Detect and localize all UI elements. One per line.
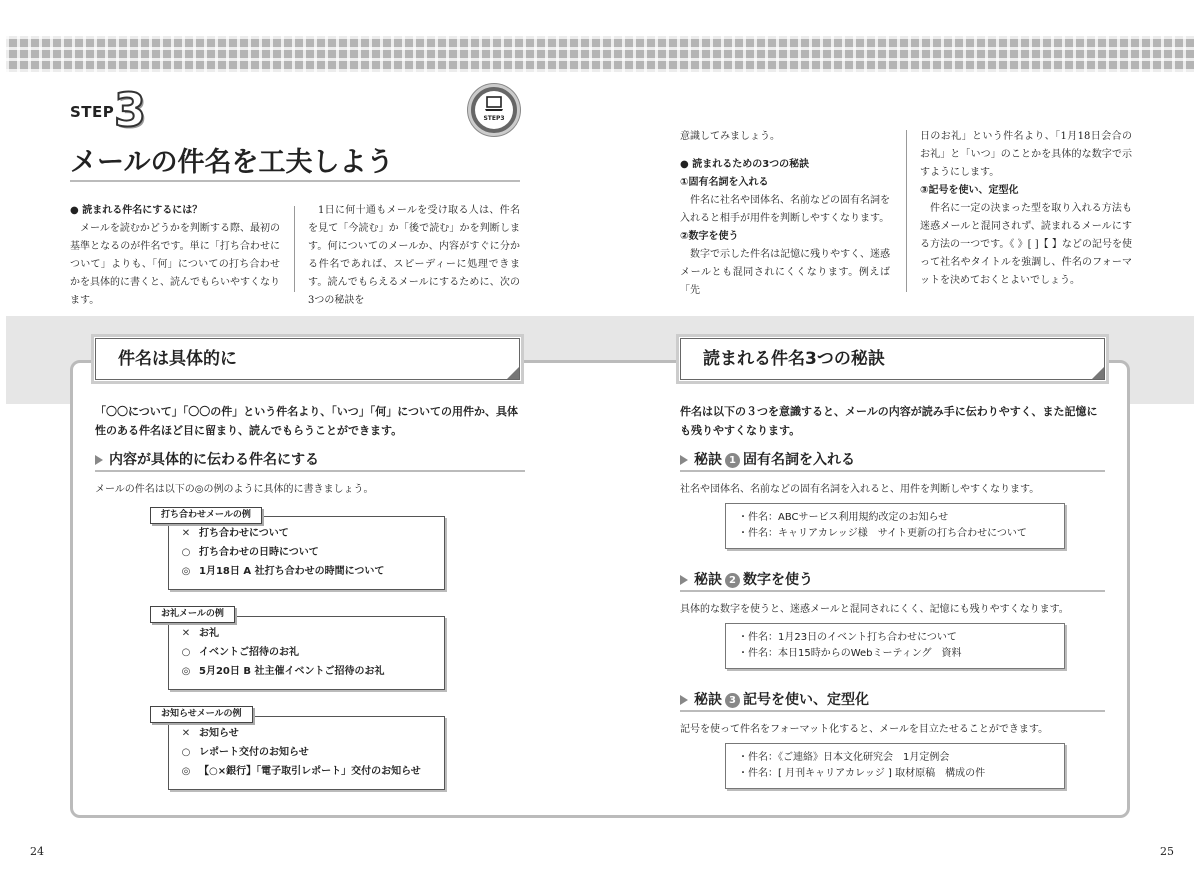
number-badge: 2 — [725, 573, 740, 588]
right-panel-title: 読まれる件名3つの秘訣 — [680, 338, 1105, 380]
example-line — [179, 663, 384, 681]
intro-column-4 — [920, 128, 1132, 290]
secret-3-heading — [680, 690, 1105, 712]
laptop-icon — [484, 96, 504, 112]
secret-prefix: 秘訣 — [694, 452, 722, 468]
example-line — [179, 625, 219, 643]
example-tag: 打ち合わせメールの例 — [150, 507, 262, 524]
secret-title: 数字を使う — [743, 572, 813, 588]
intro-text: 数字で示した件名は記憶に残りやすく、迷惑メールとも混同されにくくなります。例えば「先 — [680, 249, 890, 296]
page-title: メールの件名を工夫しよう — [70, 147, 394, 178]
secret-3-examples — [725, 743, 1065, 789]
example-text: イベントご招待のお礼 — [199, 647, 299, 658]
double-circle-mark: ◎ — [181, 766, 191, 777]
example-subject: ・件名：本日15時からのWebミーティング 資料 — [738, 648, 962, 659]
intro-text: メールを読むかどうかを判断する際、最初の基準となるのが件名です。単に「打ち合わせについて」よりも、「何」についての打ち合わせかを具体的に書くと、読んでもらいやすくなります。 — [70, 223, 280, 306]
secret-3-text: 記号を使って件名をフォーマット化すると、メールを目立たせることができます。 — [680, 724, 1049, 735]
right-panel-lead: 件名は以下の３つを意識すると、メールの内容が読み手に伝わりやすく、また記憶にも残りやすくなります。 — [680, 405, 1098, 437]
left-subheading: 内容が具体的に伝わる件名にする — [95, 450, 525, 472]
secret-title: 記号を使い、定型化 — [743, 692, 869, 708]
example-text: 【○×銀行】「電子取引レポート」交付のお知らせ — [199, 766, 421, 777]
column-divider — [906, 130, 907, 292]
title-rule — [70, 180, 520, 182]
intro-text: 件名に一定の決まった型を取り入れる方法も迷惑メールと混同されず、読まれるメールにする方法の一つです。《 》[ ]【 】などの記号を使って社名やタイトルを強調し、件名のフォーマットを決めておくとよいでしょう。 — [920, 203, 1132, 286]
left-subtext: メールの件名は以下の◎の例のように具体的に書きましょう。 — [95, 484, 374, 495]
intro-text: 1日に何十通もメールを受け取る人は、件名を見て「今読む」か「後で読む」かを判断します。何についてのメールか、内容がすぐに分かる件名であれば、スピーディーに処理できます。読んでもらえるメールにするために、次の3つの秘訣を — [308, 205, 520, 306]
example-subject: ・件名：1月23日のイベント打ち合わせについて — [738, 632, 957, 643]
example-text: 打ち合わせについて — [199, 528, 289, 539]
circle-mark: ○ — [181, 547, 191, 558]
secret-1-examples — [725, 503, 1065, 549]
secret-title: 固有名詞を入れる — [743, 452, 855, 468]
intro-column-1 — [70, 202, 280, 310]
example-line — [179, 725, 239, 743]
example-text: 打ち合わせの日時について — [199, 547, 319, 558]
secret-prefix: 秘訣 — [694, 692, 722, 708]
secret-heading: ①固有名詞を入れる — [680, 177, 769, 188]
cross-mark: ✕ — [181, 528, 191, 539]
number-badge: 1 — [725, 453, 740, 468]
example-subject: ・件名：ABCサービス利用規約改定のお知らせ — [738, 512, 949, 523]
example-text: 1月18日 A 社打ち合わせの時間について — [199, 566, 385, 577]
secret-prefix: 秘訣 — [694, 572, 722, 588]
secret-2-text: 具体的な数字を使うと、迷惑メールと混同されにくく、記憶にも残りやすくなります。 — [680, 604, 1069, 615]
example-text: お礼 — [199, 628, 219, 639]
example-line — [179, 544, 319, 562]
left-panel-title: 件名は具体的に — [95, 338, 520, 380]
secret-1-heading — [680, 450, 1105, 472]
example-line — [179, 525, 289, 543]
cross-mark: ✕ — [181, 728, 191, 739]
step-badge — [468, 84, 520, 136]
secret-2-examples — [725, 623, 1065, 669]
cross-mark: ✕ — [181, 628, 191, 639]
page-number-left: 24 — [30, 845, 44, 858]
double-circle-mark: ◎ — [181, 566, 191, 577]
intro-heading: ● 読まれる件名にするには？ — [70, 205, 203, 216]
intro-text: 意識してみましょう。 — [680, 131, 780, 142]
secret-2-heading — [680, 570, 1105, 592]
page-number-right: 25 — [1160, 845, 1174, 858]
double-circle-mark: ◎ — [181, 666, 191, 677]
left-panel-lead: 「〇〇について」「〇〇の件」という件名より、「いつ」「何」についての用件か、具体性のある件名ほど目に留まり、読んでもらうことができます。 — [95, 405, 519, 437]
intro-column-3 — [680, 128, 890, 300]
example-subject: ・件名：《ご連絡》日本文化研究会 1月定例会 — [738, 752, 950, 763]
intro-text: 件名に社名や団体名、名前などの固有名詞を入れると相手が用件を判断しやすくなります。 — [680, 195, 890, 224]
secret-heading: ③記号を使い、定型化 — [920, 185, 1019, 196]
example-box-meeting — [168, 516, 445, 590]
example-box-notice — [168, 716, 445, 790]
example-box-thanks — [168, 616, 445, 690]
circle-mark: ○ — [181, 747, 191, 758]
example-line — [179, 563, 384, 581]
column-divider — [294, 206, 295, 292]
example-line — [179, 744, 309, 762]
intro-heading: ● 読まれるための3つの秘訣 — [680, 159, 810, 170]
example-subject: ・件名：キャリアカレッジ様 サイト更新の打ち合わせについて — [738, 528, 1027, 539]
circle-mark: ○ — [181, 647, 191, 658]
example-line — [179, 644, 299, 662]
example-text: レポート交付のお知らせ — [199, 747, 309, 758]
example-tag: お知らせメールの例 — [150, 706, 253, 723]
example-text: お知らせ — [199, 728, 239, 739]
number-badge: 3 — [725, 693, 740, 708]
badge-label: STEP3 — [483, 115, 505, 122]
decorative-header-band — [6, 36, 1194, 72]
example-text: 5月20日 B 社主催イベントご招待のお礼 — [199, 666, 385, 677]
example-line — [179, 763, 421, 781]
step-label: STEP — [70, 103, 115, 121]
intro-column-2 — [308, 202, 520, 310]
intro-text: 日のお礼」という件名より、「1月18日会合のお礼」と「いつ」のことかを具体的な数字で示すようにします。 — [920, 131, 1132, 178]
example-subject: ・件名：[ 月刊キャリアカレッジ ] 取材原稿 構成の件 — [738, 768, 986, 779]
secret-1-text: 社名や団体名、名前などの固有名詞を入れると、用件を判断しやすくなります。 — [680, 484, 1040, 495]
example-tag: お礼メールの例 — [150, 606, 235, 623]
step-number: 3 — [114, 83, 147, 137]
secret-heading: ②数字を使う — [680, 231, 739, 242]
